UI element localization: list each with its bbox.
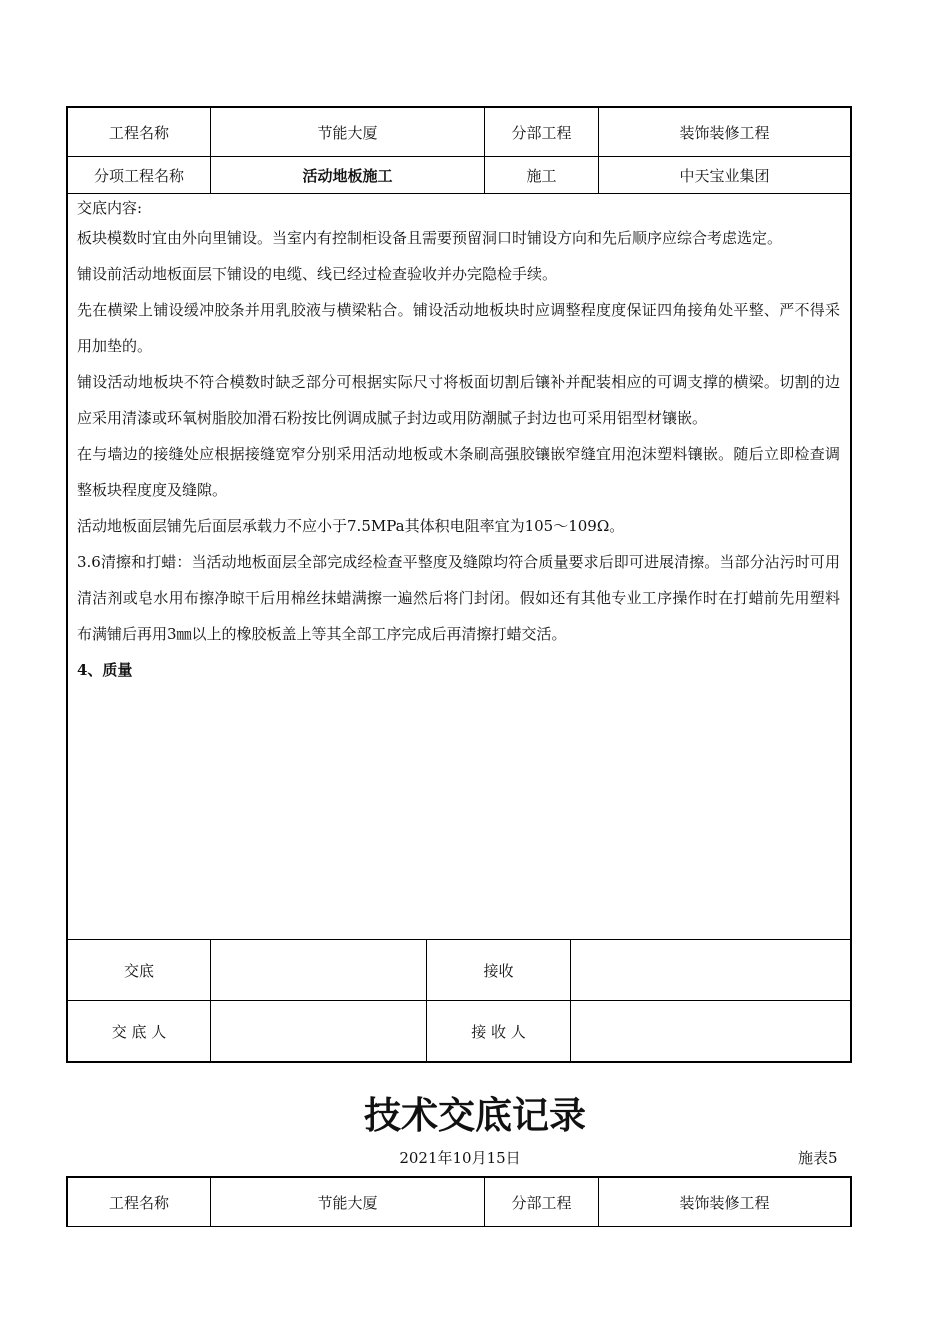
quality-heading: 4、质量 (77, 661, 133, 679)
content-paragraph: 铺设前活动地板面层下铺设的电缆、线已经过检查验收并办完隐检手续。 (77, 265, 558, 283)
content-paragraph: 在与墙边的接缝处应根据接缝宽窄分别采用活动地板或木条刷高强胶镶嵌窄缝宜用泡沫塑料镶嵌。随后立即检查调整板块程度度及缝隙。 (77, 445, 840, 499)
content-paragraph: 活动地板面层铺先后面层承载力不应小于7.5MPa其体积电阻率宜为105～109Ω。 (77, 517, 625, 535)
content-label: 交底内容: (77, 199, 143, 217)
technical-disclosure-table (66, 106, 852, 1063)
item-name-value: 活动地板施工 (211, 157, 485, 193)
content-paragraph: 先在横梁上铺设缓冲胶条并用乳胶液与横梁粘合。铺设活动地板块时应调整程度度保证四角接角处平整、严不得采用加垫的。 (77, 301, 840, 355)
content-paragraph: 板块模数时宜由外向里铺设。当室内有控制柜设备且需要预留洞口时铺设方向和先后顺序应综合考虑选定。 (77, 229, 783, 247)
disclosure-content (68, 194, 850, 688)
record-date: 2021年10月15日 (399, 1149, 521, 1167)
project-name-label: 工程名称 (68, 1178, 211, 1226)
page-title: 技术交底记录 (364, 1094, 586, 1137)
receive-value (571, 940, 850, 1000)
disclosure-value (211, 940, 427, 1000)
construction-label: 施工 (485, 157, 599, 193)
disclosure-label: 交底 (68, 940, 211, 1000)
discloser-label: 交 底 人 (68, 1001, 211, 1061)
second-record-table (66, 1176, 852, 1227)
division-label: 分部工程 (485, 1178, 599, 1226)
construction-value: 中天宝业集团 (679, 166, 770, 185)
content-paragraph: 铺设活动地板块不符合模数时缺乏部分可根据实际尺寸将板面切割后镶补并配装相应的可调支撑的横梁。切割的边应采用清漆或环氧树脂胶加滑石粉按比例调成腻子封边或用防潮腻子封边也可采用铝型材镶嵌。 (77, 373, 840, 427)
project-info-row (68, 1178, 850, 1226)
disclosure-content-row (68, 194, 850, 940)
project-name-value: 节能大厦 (211, 108, 485, 156)
receiver-value (571, 1001, 850, 1061)
division-value: 装饰装修工程 (679, 1193, 770, 1212)
content-paragraph: 3.6清擦和打蜡：当活动地板面层全部完成经检查平整度及缝隙均符合质量要求后即可进展清擦。当部分沾污时可用清洁剂或皂水用布擦净晾干后用棉丝抹蜡满擦一遍然后将门封闭。假如还有其他专业工序操作时在打蜡前先用塑料布满铺后再用3㎜以上的橡胶板盖上等其全部工序完成后再清擦打蜡交活。 (77, 553, 840, 643)
item-info-row (68, 157, 850, 194)
project-name-value: 节能大厦 (211, 1178, 485, 1226)
division-value: 装饰装修工程 (679, 123, 770, 142)
signature-row-2 (68, 1001, 850, 1061)
project-name-label: 工程名称 (68, 108, 211, 156)
receiver-label: 接 收 人 (427, 1001, 571, 1061)
item-name-label: 分项工程名称 (68, 157, 211, 193)
receive-label: 接收 (427, 940, 571, 1000)
signature-row-1 (68, 940, 850, 1001)
division-label: 分部工程 (485, 108, 599, 156)
project-info-row (68, 108, 850, 157)
discloser-value (211, 1001, 427, 1061)
form-number: 施表5 (798, 1149, 838, 1167)
